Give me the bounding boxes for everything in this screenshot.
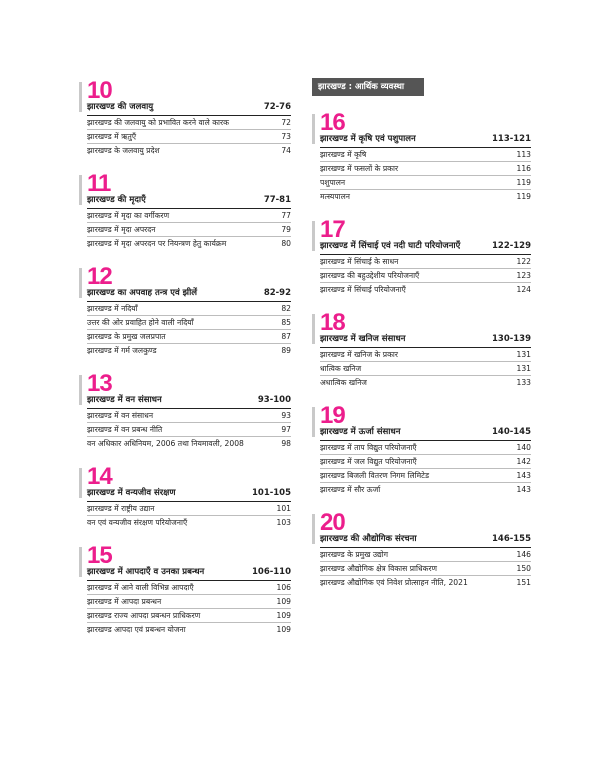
chapter-heading: [87, 395, 291, 409]
toc-entry-page: 140: [516, 442, 531, 452]
toc-entry: [87, 516, 291, 529]
left-column: [79, 78, 291, 636]
chapter-pages: 146-155: [491, 534, 531, 544]
toc-entry: [87, 144, 291, 157]
toc-entry: [87, 237, 291, 250]
chapter-title: झारखण्ड में खनिज संसाधन: [320, 334, 406, 344]
toc-entry: [320, 176, 531, 190]
toc-entry-page: 77: [281, 210, 291, 220]
toc-entry-title: उत्तर की ओर प्रवाहित होने वाली नदियाँ: [87, 317, 194, 327]
toc-entry: [87, 623, 291, 636]
toc-entry-page: 143: [516, 484, 531, 494]
toc-entry-title: झारखण्ड बिजली वितरण निगम लिमिटेड: [320, 470, 430, 480]
toc-entry: [320, 455, 531, 469]
toc-entry-page: 89: [281, 345, 291, 355]
toc-entry-page: 72: [281, 117, 291, 127]
toc-entry-title: झारखण्ड में वन प्रबन्ध नीति: [87, 424, 163, 434]
chapter-title: झारखण्ड में वन्यजीव संरक्षण: [87, 488, 176, 498]
toc-entry-title: झारखण्ड में मृदा अपरदन: [87, 224, 156, 234]
toc-entry-title: झारखण्ड में नदियाँ: [87, 303, 138, 313]
toc-entry-title: झारखण्ड आपदा एवं प्रबन्धन योजना: [87, 624, 186, 634]
toc-entry-page: 119: [516, 177, 531, 187]
toc-entry-title: वन एवं वन्यजीव संरक्षण परियोजनाएँ: [87, 517, 188, 527]
toc-entry-title: मत्स्यपालन: [320, 191, 350, 201]
chapter-block: [79, 171, 291, 250]
section-banner: झारखण्ड : आर्थिक व्यवस्था: [312, 78, 424, 96]
chapter-block: [79, 371, 291, 450]
chapter-number: 15: [87, 542, 112, 569]
toc-entry: [320, 483, 531, 496]
toc-entry-page: 123: [516, 270, 531, 280]
toc-entry-page: 150: [516, 563, 531, 573]
toc-entry-title: झारखण्ड में आपदा प्रबन्धन: [87, 596, 162, 606]
chapter-block: [312, 110, 531, 203]
toc-entry-title: झारखण्ड के प्रमुख जलप्रपात: [87, 331, 166, 341]
chapter-accent-bar: [79, 82, 82, 112]
toc-entry-page: 151: [516, 577, 531, 587]
toc-entry-title: झारखण्ड में सिंचाई परियोजनाएँ: [320, 284, 406, 294]
chapter-title: झारखण्ड में कृषि एवं पशुपालन: [320, 134, 416, 144]
toc-entry-page: 93: [281, 410, 291, 420]
toc-entry-title: धात्विक खनिज: [320, 363, 362, 373]
toc-entry: [320, 376, 531, 389]
toc-entry: [87, 209, 291, 223]
chapter-heading: [87, 102, 291, 116]
toc-entry-page: 133: [516, 377, 531, 387]
toc-entry-page: 124: [516, 284, 531, 294]
toc-entry-title: झारखण्ड में मृदा अपरदन पर नियन्त्रण हेतु कार्यक्रम: [87, 238, 227, 248]
chapter-heading: [87, 488, 291, 502]
chapter-block: [312, 217, 531, 296]
toc-entry-page: 74: [281, 145, 291, 155]
chapter-pages: 106-110: [251, 567, 291, 577]
toc-entry: [87, 130, 291, 144]
toc-entry-title: झारखण्ड राज्य आपदा प्रबन्धन प्राधिकरण: [87, 610, 201, 620]
toc-entry-title: झारखण्ड में ताप विद्युत परियोजनाएँ: [320, 442, 417, 452]
toc-entry: [320, 469, 531, 483]
toc-entry-page: 142: [516, 456, 531, 466]
chapter-heading: [320, 134, 531, 148]
chapter-block: [312, 310, 531, 389]
chapter-pages: 101-105: [251, 488, 291, 498]
chapter-accent-bar: [312, 221, 315, 251]
toc-entry: [320, 562, 531, 576]
chapter-number: 20: [320, 509, 345, 536]
toc-entry-title: झारखण्ड में सिंचाई के साधन: [320, 256, 399, 266]
chapter-heading: [320, 534, 531, 548]
chapter-number: 17: [320, 216, 345, 243]
toc-entry-page: 87: [281, 331, 291, 341]
toc-entry-page: 98: [281, 438, 291, 448]
chapter-pages: 82-92: [263, 288, 291, 298]
toc-entry: [87, 223, 291, 237]
toc-entry: [87, 437, 291, 450]
toc-entry: [320, 162, 531, 176]
toc-entry-title: झारखण्ड में गर्म जलकुण्ड: [87, 345, 157, 355]
toc-entry-page: 113: [516, 149, 531, 159]
chapter-pages: 113-121: [491, 134, 531, 144]
chapter-pages: 140-145: [491, 427, 531, 437]
chapter-pages: 130-139: [491, 334, 531, 344]
toc-entry-title: झारखण्ड में जल विद्युत परियोजनाएँ: [320, 456, 417, 466]
toc-entry: [320, 190, 531, 203]
chapter-accent-bar: [79, 547, 82, 577]
chapter-title: झारखण्ड की मृदाएँ: [87, 195, 146, 205]
chapter-number: 16: [320, 109, 345, 136]
toc-entry: [87, 423, 291, 437]
chapter-title: झारखण्ड का अपवाह तन्त्र एवं झीलें: [87, 288, 198, 298]
toc-entry-title: झारखण्ड औद्योगिक क्षेत्र विकास प्राधिकरण: [320, 563, 438, 573]
chapter-number: 19: [320, 402, 345, 429]
right-column: [312, 78, 531, 589]
chapter-accent-bar: [79, 375, 82, 405]
toc-entry-page: 103: [276, 517, 291, 527]
chapter-accent-bar: [79, 468, 82, 498]
chapter-heading: [87, 288, 291, 302]
chapter-number: 12: [87, 263, 112, 290]
chapter-accent-bar: [312, 514, 315, 544]
chapter-number: 11: [87, 170, 111, 197]
toc-entry-title: झारखण्ड के प्रमुख उद्योग: [320, 549, 389, 559]
toc-entry: [320, 269, 531, 283]
toc-entry-page: 101: [276, 503, 291, 513]
toc-entry-page: 109: [276, 624, 291, 634]
toc-entry-title: झारखण्ड में फसलों के प्रकार: [320, 163, 399, 173]
chapter-title: झारखण्ड में सिंचाई एवं नदी घाटी परियोजनाएँ: [320, 241, 461, 251]
toc-entry-page: 146: [516, 549, 531, 559]
chapter-pages: 72-76: [263, 102, 291, 112]
toc-entry-title: झारखण्ड में सौर ऊर्जा: [320, 484, 381, 494]
toc-entry-title: झारखण्ड औद्योगिक एवं निवेश प्रोत्साहन नीति, 2021: [320, 577, 468, 587]
toc-entry-page: 122: [516, 256, 531, 266]
chapter-title: झारखण्ड में ऊर्जा संसाधन: [320, 427, 401, 437]
chapter-accent-bar: [312, 114, 315, 144]
toc-entry: [87, 609, 291, 623]
toc-entry: [87, 409, 291, 423]
chapter-heading: [320, 334, 531, 348]
toc-entry-page: 119: [516, 191, 531, 201]
toc-entry-title: अधात्विक खनिज: [320, 377, 367, 387]
toc-entry: [320, 576, 531, 589]
toc-entry: [320, 548, 531, 562]
toc-entry: [87, 581, 291, 595]
chapter-block: [79, 264, 291, 357]
toc-entry: [87, 330, 291, 344]
toc-entry-title: झारखण्ड में राष्ट्रीय उद्यान: [87, 503, 155, 513]
toc-entry: [87, 116, 291, 130]
toc-entry-title: झारखण्ड के जलवायु प्रदेश: [87, 145, 160, 155]
chapter-pages: 122-129: [491, 241, 531, 251]
toc-entry-page: 82: [281, 303, 291, 313]
chapter-block: [79, 464, 291, 529]
chapter-accent-bar: [79, 175, 82, 205]
chapter-title: झारखण्ड की जलवायु: [87, 102, 154, 112]
toc-entry-title: झारखण्ड में आने वाली विभिन्न आपदाएँ: [87, 582, 194, 592]
toc-entry-title: झारखण्ड की बहुउद्देशीय परियोजनाएँ: [320, 270, 420, 280]
toc-entry: [320, 283, 531, 296]
toc-entry: [87, 502, 291, 516]
chapter-accent-bar: [312, 314, 315, 344]
toc-entry-page: 85: [281, 317, 291, 327]
chapter-heading: [87, 567, 291, 581]
chapter-accent-bar: [312, 407, 315, 437]
toc-entry: [320, 148, 531, 162]
chapter-heading: [320, 241, 531, 255]
toc-entry-page: 109: [276, 610, 291, 620]
chapter-pages: 93-100: [257, 395, 291, 405]
toc-entry-page: 79: [281, 224, 291, 234]
chapter-number: 10: [87, 77, 112, 104]
toc-entry-title: झारखण्ड में वन संसाधन: [87, 410, 154, 420]
chapter-block: [79, 543, 291, 636]
toc-entry-page: 73: [281, 131, 291, 141]
chapter-accent-bar: [79, 268, 82, 298]
chapter-title: झारखण्ड में आपदाएँ व उनका प्रबन्धन: [87, 567, 205, 577]
toc-entry-title: झारखण्ड की जलवायु को प्रभावित करने वाले कारक: [87, 117, 229, 127]
toc-entry: [320, 255, 531, 269]
toc-entry: [320, 362, 531, 376]
toc-entry-title: झारखण्ड में खनिज के प्रकार: [320, 349, 398, 359]
chapter-number: 13: [87, 370, 112, 397]
toc-entry-page: 109: [276, 596, 291, 606]
toc-entry: [87, 316, 291, 330]
toc-entry-title: वन अधिकार अधिनियम, 2006 तथा नियमावली, 2008: [87, 438, 244, 448]
toc-entry-title: झारखण्ड में कृषि: [320, 149, 367, 159]
toc-entry-page: 143: [516, 470, 531, 480]
chapter-title: झारखण्ड की औद्योगिक संरचना: [320, 534, 417, 544]
toc-entry-page: 80: [281, 238, 291, 248]
toc-entry-page: 116: [516, 163, 531, 173]
toc-entry-page: 131: [516, 349, 531, 359]
toc-entry-title: झारखण्ड में ऋतुएँ: [87, 131, 137, 141]
toc-entry-page: 106: [276, 582, 291, 592]
toc-entry-title: झारखण्ड में मृदा का वर्गीकरण: [87, 210, 170, 220]
toc-entry: [87, 344, 291, 357]
chapter-pages: 77-81: [263, 195, 291, 205]
chapter-heading: [87, 195, 291, 209]
chapter-number: 14: [87, 463, 112, 490]
chapter-block: [312, 403, 531, 496]
toc-entry-page: 97: [281, 424, 291, 434]
toc-entry-title: पशुपालन: [320, 177, 346, 187]
chapter-heading: [320, 427, 531, 441]
toc-entry: [87, 302, 291, 316]
toc-entry: [320, 441, 531, 455]
toc-entry-page: 131: [516, 363, 531, 373]
chapter-number: 18: [320, 309, 345, 336]
toc-entry: [320, 348, 531, 362]
chapter-title: झारखण्ड में वन संसाधन: [87, 395, 162, 405]
chapter-block: [79, 78, 291, 157]
toc-entry: [87, 595, 291, 609]
chapter-block: [312, 510, 531, 589]
